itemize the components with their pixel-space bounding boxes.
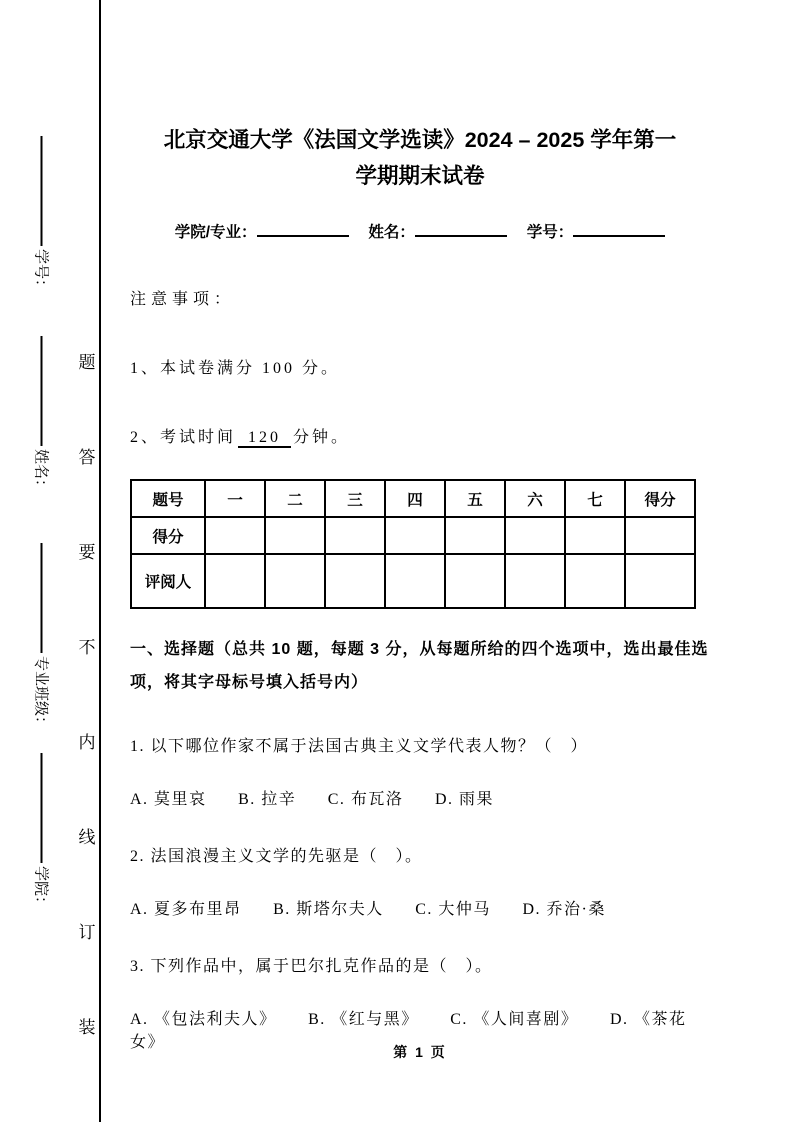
class-blank-line	[41, 543, 43, 653]
page-number: 第 1 页	[393, 1044, 447, 1060]
question-1-options	[130, 786, 710, 809]
question-1-option-a: A. 莫里哀	[130, 791, 207, 808]
score-cell-empty	[265, 517, 325, 554]
margin-field-school	[32, 753, 53, 911]
name-blank	[415, 223, 507, 237]
header-cell: 六	[505, 480, 565, 517]
exam-title-line2: 学期期末试卷	[355, 164, 485, 188]
reviewer-cell-empty	[445, 554, 505, 608]
student-info-line	[130, 220, 710, 242]
name-label: 姓名：	[368, 224, 415, 241]
student-id-blank-line	[41, 136, 43, 246]
exam-duration-value: 120	[238, 429, 291, 448]
binding-char: 装	[78, 1018, 96, 1037]
score-row-label: 得分	[131, 517, 205, 554]
question-2-option-b: B. 斯塔尔夫人	[273, 901, 384, 918]
exam-title	[130, 122, 710, 194]
margin-field-name	[32, 336, 53, 494]
student-id-blank	[573, 223, 665, 237]
question-3-option-c: C. 《人间喜剧》	[450, 1011, 579, 1028]
student-id-label: 学号：	[32, 248, 50, 295]
binding-divider-line	[99, 0, 101, 1122]
question-1-option-b: B. 拉辛	[238, 791, 297, 808]
department-label: 学院/专业：	[174, 224, 257, 241]
score-cell-empty	[565, 517, 625, 554]
score-table	[130, 479, 696, 609]
margin-field-student-id	[32, 136, 53, 294]
notice-item-2	[130, 424, 710, 447]
exam-title-line1: 北京交通大学《法国文学选读》2024 – 2025 学年第一	[163, 128, 677, 152]
notice-heading: 注意事项：	[130, 291, 236, 308]
question-3-option-d: D. 《茶花女》	[130, 1011, 687, 1051]
info-field-department	[175, 224, 349, 241]
binding-char: 题	[78, 353, 96, 372]
score-cell-empty	[385, 517, 445, 554]
binding-char: 内	[78, 733, 96, 752]
score-cell-empty	[205, 517, 265, 554]
info-field-student-id	[527, 224, 666, 241]
binding-char: 订	[78, 923, 96, 942]
header-cell-question-no: 题号	[131, 480, 205, 517]
score-cell-empty	[325, 517, 385, 554]
question-2-option-d: D. 乔治·桑	[522, 901, 606, 918]
question-1-option-d: D. 雨果	[434, 791, 494, 808]
header-cell-score: 得分	[625, 480, 695, 517]
notice-item-1: 1、本试卷满分 100 分。	[130, 360, 341, 377]
score-cell-empty	[505, 517, 565, 554]
header-cell: 一	[205, 480, 265, 517]
question-2-option-a: A. 夏多布里昂	[130, 901, 242, 918]
reviewer-row-label: 评阅人	[131, 554, 205, 608]
binding-char: 线	[78, 828, 96, 847]
score-cell-empty	[445, 517, 505, 554]
notice-item-2-prefix: 2、考试时间	[130, 429, 237, 446]
question-2-option-c: C. 大仲马	[415, 901, 491, 918]
header-cell: 二	[265, 480, 325, 517]
reviewer-row	[131, 554, 695, 608]
binding-text	[77, 348, 97, 1038]
name-label: 姓名：	[32, 448, 50, 495]
question-3: 3. 下列作品中，属于巴尔扎克作品的是（ ）。	[130, 958, 493, 975]
department-blank	[257, 223, 349, 237]
binding-char: 答	[78, 448, 96, 467]
reviewer-cell-empty	[505, 554, 565, 608]
name-blank-line	[41, 336, 43, 446]
binding-char: 要	[78, 543, 96, 562]
question-1-option-c: C. 布瓦洛	[327, 791, 404, 808]
reviewer-cell-empty	[205, 554, 265, 608]
section1-heading: 一、选择题（总共 10 题，每题 3 分，从每题所给的四个选项中，选出最佳选项，将其字母标号填入括号内）	[130, 641, 709, 691]
content-area	[130, 0, 710, 1052]
question-3-option-b: B. 《红与黑》	[308, 1011, 419, 1028]
header-cell: 五	[445, 480, 505, 517]
reviewer-cell-empty	[625, 554, 695, 608]
score-cell-empty	[625, 517, 695, 554]
reviewer-cell-empty	[325, 554, 385, 608]
score-table-header-row	[131, 480, 695, 517]
reviewer-cell-empty	[265, 554, 325, 608]
class-label: 专业班级：	[32, 655, 50, 732]
notice-item-2-suffix: 分钟。	[293, 429, 351, 446]
header-cell: 四	[385, 480, 445, 517]
student-id-label: 学号：	[526, 224, 574, 241]
binding-char: 不	[78, 638, 96, 657]
question-1: 1. 以下哪位作家不属于法国古典主义文学代表人物？（ ）	[130, 738, 589, 755]
question-2: 2. 法国浪漫主义文学的先驱是（ ）。	[130, 848, 423, 865]
reviewer-cell-empty	[565, 554, 625, 608]
school-blank-line	[41, 753, 43, 863]
question-3-option-a: A. 《包法利夫人》	[130, 1011, 277, 1028]
reviewer-cell-empty	[385, 554, 445, 608]
question-2-options	[130, 896, 710, 919]
school-label: 学院：	[32, 865, 50, 912]
score-row	[131, 517, 695, 554]
header-cell: 七	[565, 480, 625, 517]
info-field-name	[368, 224, 507, 241]
margin-field-class	[32, 543, 53, 731]
header-cell: 三	[325, 480, 385, 517]
